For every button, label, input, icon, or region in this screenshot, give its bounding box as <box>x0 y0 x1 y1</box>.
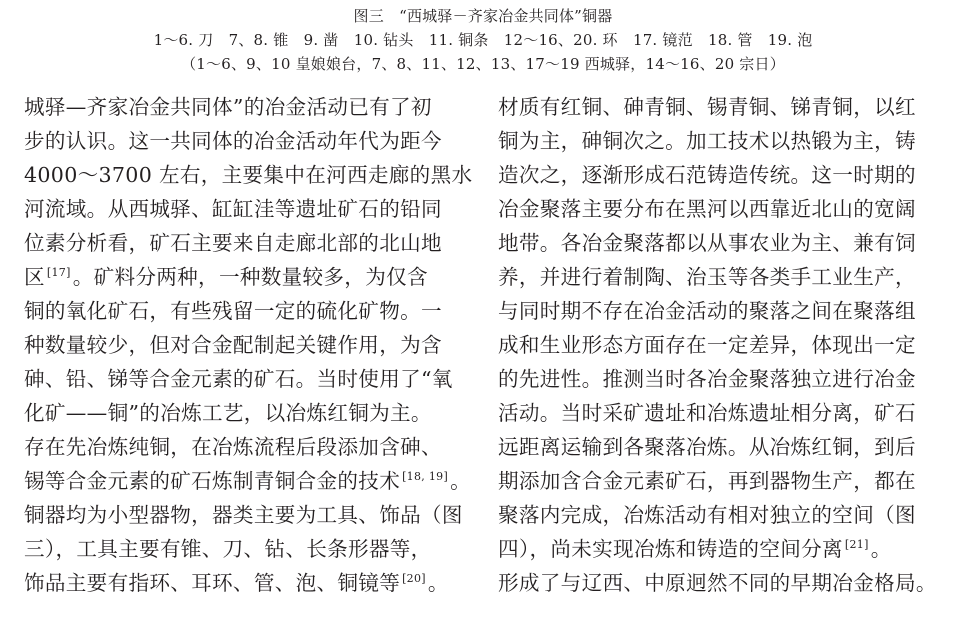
text-line <box>498 124 938 158</box>
figure-caption <box>0 4 966 76</box>
text-line <box>498 192 938 226</box>
text-line <box>24 498 464 532</box>
text-line-body: 形成了与辽西、中原迥然不同的早期冶金格局。 <box>498 571 937 595</box>
text-line-body: 锡等合金元素的矿石炼制青铜合金的技术 <box>24 469 401 493</box>
text-line-body: 材质有红铜、砷青铜、锡青铜、锑青铜，以红 <box>498 95 916 119</box>
text-line <box>24 294 464 328</box>
text-line-body: 铜为主，砷铜次之。加工技术以热锻为主，铸 <box>498 129 916 153</box>
text-line-body: 养，并进行着制陶、治玉等各类手工业生产， <box>498 265 916 289</box>
text-line-tail: 。 <box>450 469 471 493</box>
text-line <box>498 328 938 362</box>
text-line <box>24 124 464 158</box>
text-line-body: 造次之，逐渐形成石范铸造传统。这一时期的 <box>498 163 916 187</box>
text-line-body: 期添加含合金元素矿石，再到器物生产，都在 <box>498 469 916 493</box>
text-line-body: 远距离运输到各聚落冶炼。从冶炼红铜，到后 <box>498 435 916 459</box>
figure-caption-sources: （1～6、9、10 皇娘娘台，7、8、11、12、13、17～19 西城驿，14～16、20 宗日） <box>181 55 785 73</box>
text-line-tail: 。 <box>427 571 449 595</box>
citation-superscript: [18, 19] <box>402 470 449 484</box>
text-line <box>24 192 464 226</box>
text-line <box>498 158 938 192</box>
figure-caption-items: 1～6. 刀 7、8. 锥 9. 凿 10. 钻头 11. 铜条 12～16、20. 环 17. 镜范 18. 管 19. 泡 <box>153 31 813 49</box>
text-line-body: 地带。各冶金聚落都以从事农业为主、兼有饲 <box>498 231 916 255</box>
text-line <box>498 532 938 566</box>
text-line-body: 化矿——铜”的冶炼工艺，以冶炼红铜为主。 <box>24 401 432 425</box>
text-line-tail: 。矿料分两种，一种数量较多，为仅含 <box>72 265 428 289</box>
text-line <box>24 226 464 260</box>
figure-caption-title: 图三 “西城驿－齐家冶金共同体”铜器 <box>353 7 613 25</box>
text-line-body: 四），尚未实现冶炼和铸造的空间分离 <box>498 537 843 561</box>
text-line-body: 步的认识。这一共同体的冶金活动年代为距今 <box>24 129 442 153</box>
text-line-body: 聚落内完成，冶炼活动有相对独立的空间（图 <box>498 503 916 527</box>
text-line-body: 区 <box>24 265 45 289</box>
text-line-body: 的先进性。推测当时各冶金聚落独立进行冶金 <box>498 367 916 391</box>
text-line-body: 饰品主要有指环、耳环、管、泡、铜镜等 <box>24 571 401 595</box>
text-line-body: 砷、铅、锑等合金元素的矿石。当时使用了“氧 <box>24 367 453 391</box>
left-text-column <box>24 90 473 600</box>
text-line <box>498 498 938 532</box>
text-line-body: 种数量较少，但对合金配制起关键作用，为含 <box>24 333 442 357</box>
text-line <box>498 362 938 396</box>
text-line <box>498 396 938 430</box>
citation-superscript: [21] <box>844 538 869 552</box>
text-line-body: 三），工具主要有锥、刀、钻、长条形器等， <box>24 537 432 561</box>
text-line <box>498 90 938 124</box>
text-line-body: 4000～3700 左右，主要集中在河西走廊的黑水 <box>24 163 473 187</box>
text-line-body: 河流域。从西城驿、缸缸洼等遗址矿石的铅同 <box>24 197 442 221</box>
text-line-body: 城驿—齐家冶金共同体”的冶金活动已有了初 <box>24 95 432 119</box>
text-line <box>24 430 464 464</box>
text-line <box>24 260 464 294</box>
text-line <box>24 90 464 124</box>
text-line-body: 与同时期不存在冶金活动的聚落之间在聚落组 <box>498 299 916 323</box>
text-line <box>24 566 464 600</box>
text-line <box>24 328 464 362</box>
citation-superscript: [17] <box>46 266 71 280</box>
text-line-tail: 。 <box>870 537 892 561</box>
text-line-body: 铜器均为小型器物，器类主要为工具、饰品（图 <box>24 503 463 527</box>
text-line <box>24 464 471 498</box>
text-line-body: 铜的氧化矿石，有些残留一定的硫化矿物。一 <box>24 299 442 323</box>
text-line-body: 成和生业形态方面存在一定差异，体现出一定 <box>498 333 916 357</box>
text-line <box>498 464 938 498</box>
text-line <box>498 566 938 600</box>
text-line <box>24 158 473 192</box>
text-line <box>24 396 464 430</box>
text-line <box>498 294 938 328</box>
text-line-body: 存在先冶炼纯铜，在冶炼流程后段添加含砷、 <box>24 435 442 459</box>
text-line <box>498 260 938 294</box>
text-line <box>498 430 938 464</box>
citation-superscript: [20] <box>402 572 426 586</box>
right-text-column <box>498 90 938 600</box>
text-line <box>498 226 938 260</box>
text-line-body: 位素分析看，矿石主要来自走廊北部的北山地 <box>24 231 442 255</box>
text-line-body: 活动。当时采矿遗址和冶炼遗址相分离，矿石 <box>498 401 916 425</box>
text-line-body: 冶金聚落主要分布在黑河以西靠近北山的宽阔 <box>498 197 916 221</box>
text-line <box>24 362 464 396</box>
text-line <box>24 532 464 566</box>
